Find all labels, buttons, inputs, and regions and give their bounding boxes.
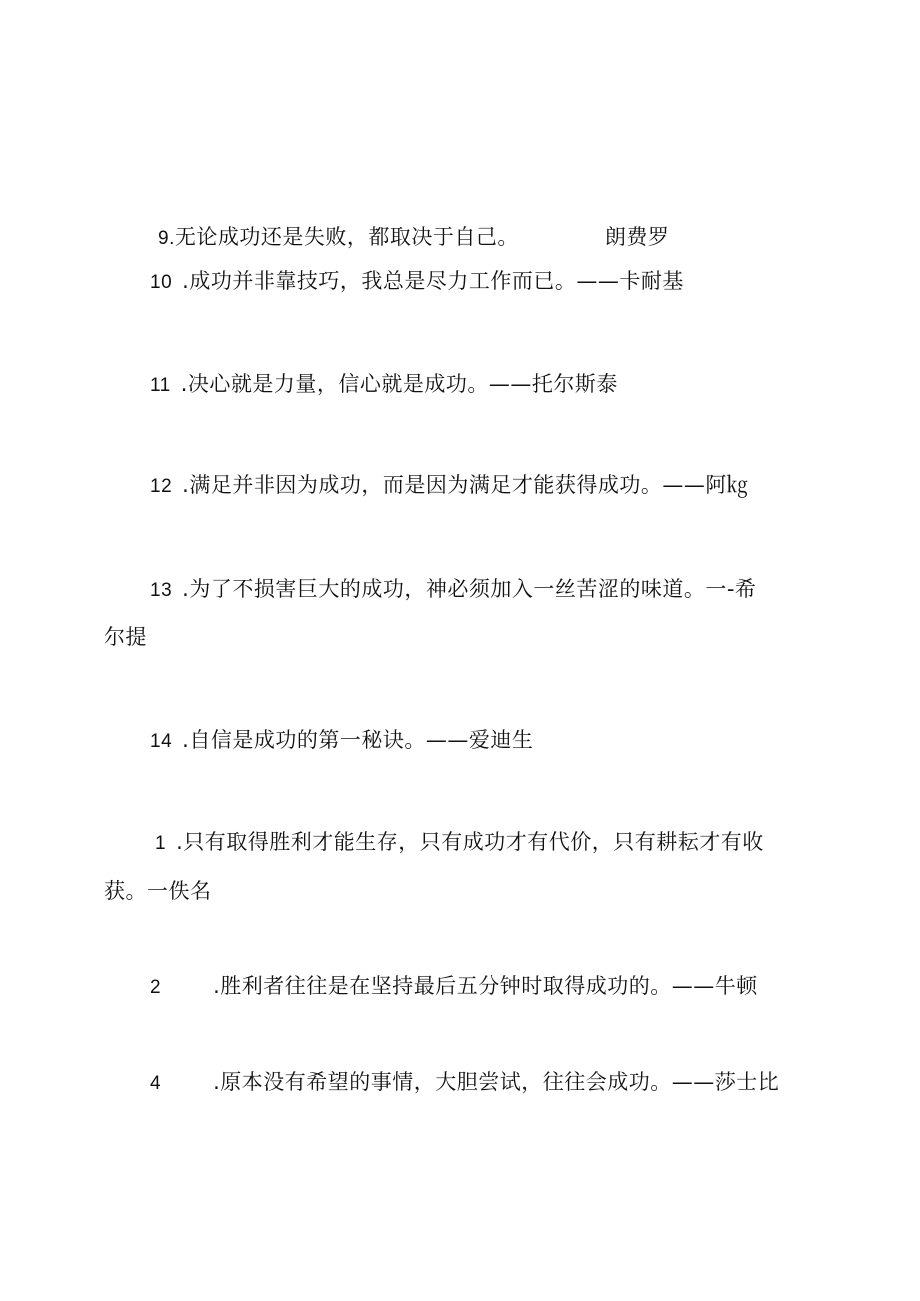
quote-number: 9. [158, 228, 175, 249]
quote-text: .成功并非靠技巧，我总是尽力工作而已。——卡耐基 [182, 269, 684, 293]
quote-text: .只有取得胜利才能生存，只有成功才有代价，只有耕耘才有收 [176, 830, 764, 854]
quote-9 [158, 222, 669, 254]
quote-text: .自信是成功的第一秘诀。——爱迪生 [182, 728, 534, 752]
quote-number: 11 [150, 375, 171, 396]
quote-number: 12 [150, 476, 173, 497]
quote-1 [155, 827, 764, 859]
quote-author: 朗费罗 [604, 225, 670, 249]
quote-12 [150, 470, 748, 502]
quote-number: 13 [150, 580, 173, 601]
quote-text: .满足并非因为成功，而是因为满足才能获得成功。——阿㎏ [182, 473, 749, 497]
quote-number: 10 [150, 272, 173, 293]
quote-13-continuation [104, 622, 147, 652]
quote-13 [150, 574, 756, 606]
quote-text: .胜利者往往是在坚持最后五分钟时取得成功的。——牛顿 [213, 974, 758, 998]
quote-10 [150, 266, 684, 298]
quote-14 [150, 725, 533, 757]
quote-2 [150, 971, 758, 1003]
quote-text-continued: 尔提 [104, 625, 147, 649]
quote-text: .为了不损害巨大的成功，神必须加入一丝苦涩的味道。一-希 [182, 577, 757, 601]
quote-text-continued: 获。一佚名 [104, 879, 212, 903]
quote-number: 1 [155, 833, 167, 854]
quote-4 [150, 1067, 779, 1099]
quote-number: 2 [150, 977, 162, 998]
quote-text: .原本没有希望的事情，大胆尝试，往往会成功。——莎士比 [213, 1070, 780, 1094]
quote-number: 14 [150, 731, 173, 752]
quote-1-continuation [104, 876, 212, 906]
quote-text: 无论成功还是失败，都取决于自己。 [174, 225, 519, 249]
quote-number: 4 [150, 1073, 162, 1094]
quote-text: .决心就是力量，信心就是成功。——托尔斯泰 [180, 372, 618, 396]
quote-11 [150, 369, 618, 401]
